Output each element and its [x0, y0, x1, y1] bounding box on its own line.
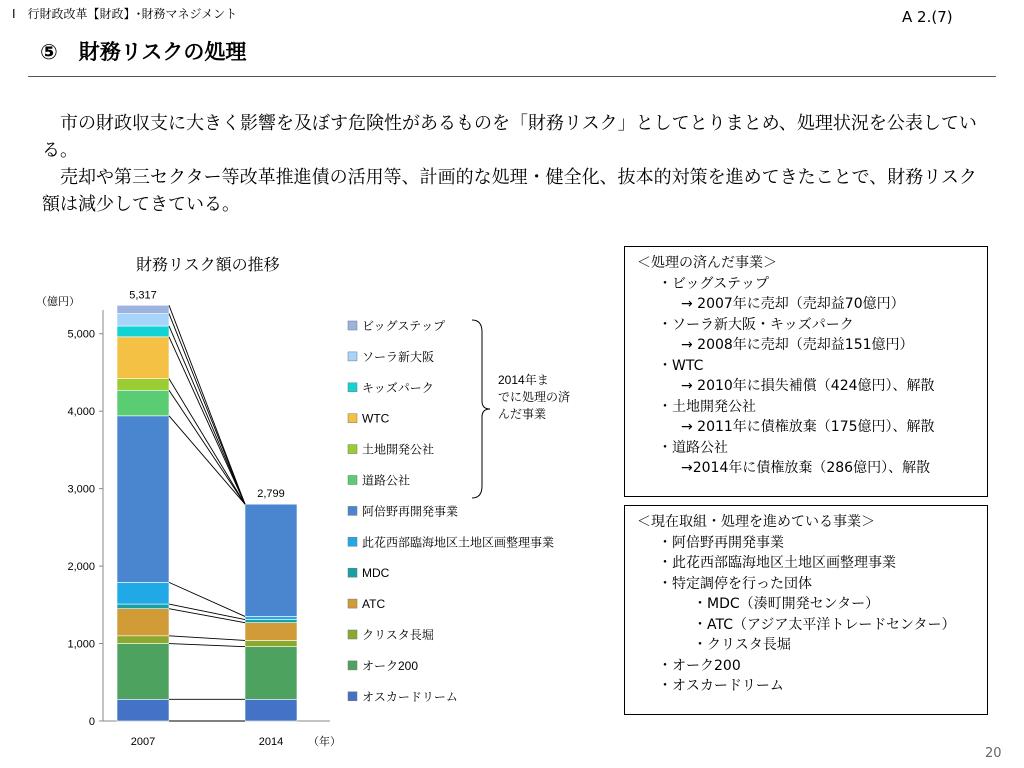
legend-label: クリスタ長堀 — [362, 628, 434, 642]
bar-segment — [117, 390, 169, 416]
bar-total-label: 5,317 — [129, 289, 157, 302]
bar-total-label: 2,799 — [257, 488, 285, 501]
bar-segment — [117, 305, 169, 313]
y-tick-label: 5,000 — [67, 328, 95, 341]
legend-swatch — [348, 506, 357, 515]
bar-segment — [117, 582, 169, 604]
bar-segment — [245, 620, 297, 623]
completed-projects-box — [624, 246, 988, 497]
box-line: ＜処理の済んだ事業＞ — [637, 255, 777, 271]
legend-label: 阿倍野再開発事業 — [362, 504, 459, 519]
legend-swatch — [348, 321, 357, 330]
legend-swatch — [348, 537, 357, 546]
box-line: ・MDC（湊町開発センター） — [693, 596, 880, 612]
bar-segment — [245, 699, 297, 721]
bar-segment — [245, 623, 297, 641]
y-tick-label: 0 — [88, 716, 95, 728]
connector-line — [169, 390, 245, 504]
y-axis-unit: （億円） — [36, 296, 80, 308]
bar-segment — [245, 647, 297, 700]
legend-swatch — [348, 568, 357, 577]
box-line: ・此花西部臨海地区土地区画整理事業 — [658, 555, 896, 571]
legend-label: 道路公社 — [362, 473, 411, 488]
legend-label: MDC — [362, 566, 390, 581]
legend-swatch — [348, 352, 357, 361]
legend-swatch — [348, 661, 357, 670]
x-tick-label: 2014 — [258, 736, 284, 748]
legend-swatch — [348, 692, 357, 701]
bar-segment — [117, 604, 169, 609]
connector-line — [169, 609, 245, 623]
connector-line — [169, 582, 245, 616]
legend-label: ATC — [362, 597, 386, 612]
connector-line — [169, 379, 245, 505]
legend-swatch — [348, 630, 357, 639]
y-tick-label: 3,000 — [67, 483, 95, 496]
legend-swatch — [348, 414, 357, 423]
legend-label: 土地開発公社 — [362, 442, 435, 457]
brace-annotation: 2014年ま — [498, 373, 549, 387]
bar-segment — [117, 416, 169, 583]
title-divider — [28, 76, 996, 77]
legend-swatch — [348, 476, 357, 485]
box-line: ・クリスタ長堀 — [693, 637, 791, 653]
bar-segment — [245, 504, 297, 616]
box-line: ・道路公社 — [658, 439, 728, 456]
legend-label: ソーラ新大阪 — [362, 349, 435, 364]
box-line: → 2010年に損失補償（424億円）、解散 — [681, 378, 935, 394]
bar-segment — [117, 699, 169, 721]
bar-segment — [117, 337, 169, 379]
box-line: ・オスカードリーム — [658, 678, 784, 694]
box-line: → 2011年に債権放棄（175億円）、解散 — [681, 419, 935, 435]
connector-line — [169, 636, 245, 641]
intro-paragraph-1: 市の財政収支に大きく影響を及ぼす危険性があるものを「財務リスク」としてとりまとめ、処理状況を公表している。 — [42, 113, 977, 161]
y-tick-label: 4,000 — [67, 406, 95, 419]
legend-label: オーク200 — [362, 658, 419, 673]
intro-paragraph-2: 売却や第三セクター等改革推進債の活用等、計画的な処理・健全化、抜本的対策を進めてきたことで、財務リスク額は減少してきている。 — [42, 167, 977, 215]
box-line: ・WTC — [658, 357, 704, 374]
brace-annotation: でに処理の済 — [498, 390, 571, 404]
bar-segment — [117, 379, 169, 391]
legend-label: ビッグステップ — [362, 319, 446, 333]
page-code: A 2.(7) — [902, 8, 953, 26]
box-line: ・土地開発公社 — [658, 398, 756, 415]
bar-segment — [245, 616, 297, 619]
box-line: ・ビッグステップ — [658, 275, 770, 292]
box-line: ・ATC（アジア太平洋トレードセンター） — [693, 616, 956, 633]
connector-line — [169, 326, 245, 504]
bar-segment — [117, 636, 169, 644]
bar-segment — [117, 314, 169, 326]
x-tick-label: 2007 — [130, 736, 156, 748]
box-line: → 2007年に売却（売却益70億円） — [681, 296, 905, 312]
box-line: ・特定調停を行った団体 — [658, 575, 812, 592]
legend-brace — [472, 320, 490, 498]
legend-label: オスカードリーム — [362, 689, 458, 704]
connector-line — [169, 416, 245, 504]
brace-annotation: んだ事業 — [498, 407, 547, 421]
box-line: ・ソーラ新大阪・キッズパーク — [658, 316, 854, 333]
stacked-bar-chart — [0, 280, 620, 760]
box-line: ・オーク200 — [658, 657, 741, 674]
box-line: → 2008年に売却（売却益151億円） — [681, 337, 914, 353]
connector-line — [169, 337, 245, 504]
box-line: ・阿倍野再開発事業 — [658, 534, 784, 551]
page-number: 20 — [985, 746, 1002, 761]
legend-swatch — [348, 445, 357, 454]
connector-line — [169, 305, 245, 504]
connector-line — [169, 644, 245, 647]
legend-label: WTC — [362, 411, 390, 426]
y-tick-label: 1,000 — [67, 638, 95, 651]
bar-segment — [117, 326, 169, 337]
chart-title: 財務リスク額の推移 — [136, 255, 280, 274]
legend-label: 此花西部臨海地区土地区画整理事業 — [362, 535, 555, 550]
legend-swatch — [348, 599, 357, 608]
x-axis-unit: （年） — [308, 736, 341, 748]
page-title: ⑤ 財務リスクの処理 — [40, 40, 247, 64]
box-line: →2014年に債権放棄（286億円）、解散 — [681, 460, 931, 476]
box-line: ＜現在取組・処理を進めている事業＞ — [637, 514, 875, 530]
legend-label: キッズパーク — [362, 380, 434, 395]
breadcrumb: Ⅰ 行財政改革【財政】･財務マネジメント — [12, 7, 238, 21]
bar-segment — [117, 644, 169, 700]
legend-swatch — [348, 383, 357, 392]
y-tick-label: 2,000 — [67, 561, 95, 574]
ongoing-projects-box — [624, 505, 988, 715]
bar-segment — [117, 609, 169, 636]
bar-segment — [245, 640, 297, 646]
